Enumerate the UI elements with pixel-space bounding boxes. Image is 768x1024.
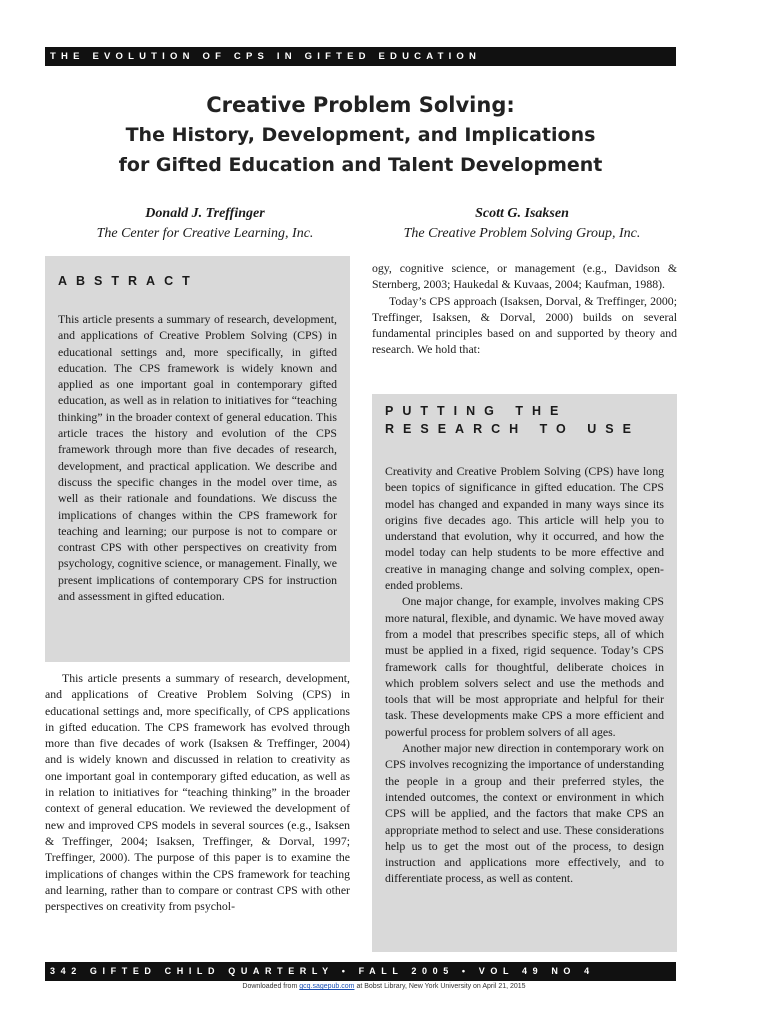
body-paragraph: Today’s CPS approach (Isaksen, Dorval, & Treffinger, 2000; Treffinger, Isaksen, & Dorval, 2000) builds on several fundamental principles based on and supported by theory and research. We hold that:: [372, 293, 677, 357]
research-paragraph: One major change, for example, involves making CPS more natural, flexible, and dynamic. We have moved away from a model that prescribes specific steps, all of which must be applied in a fixed, rigid sequence. Today’s CPS framework calls for thoughtful, deliberate choices in which problem solvers select and use the methods and tools that will be most appropriate and helpful for their task. These developments make CPS a more efficient and powerful process for problem solvers of all ages.: [385, 594, 664, 739]
author-2: [372, 204, 672, 244]
author-affiliation: The Center for Creative Learning, Inc.: [96, 226, 314, 241]
abstract-box: [45, 256, 350, 662]
download-note-suffix: at Bobst Library, New York University on April 21, 2015: [354, 983, 526, 990]
download-note: [0, 983, 768, 990]
running-header: THE EVOLUTION OF CPS IN GIFTED EDUCATION: [45, 47, 676, 66]
research-to-use-box: [372, 394, 677, 952]
title-subtitle-line-2: for Gifted Education and Talent Development: [118, 154, 603, 176]
author-affiliation: The Creative Problem Solving Group, Inc.: [403, 226, 641, 241]
research-heading-line-1: PUTTING THE: [385, 404, 568, 418]
author-name: Scott G. Isaksen: [475, 206, 569, 221]
research-paragraph: Another major new direction in contemporary work on CPS involves recognizing the importance of understanding the people in a group and their preferred styles, the intended outcomes, the context or environment in which CPS will be applied, and the factors that make CPS an appropriate method to select and use. These considerations help us to get the most out of the process, to design instruction and applications more effectively, and to differentiate process, as well as content.: [385, 741, 664, 886]
body-paragraph: This article presents a summary of research, development, and applications of Creative Problem Solving (CPS) in educational settings and, more specifically, of CPS applications in gifted education. The CPS framework has evolved through more than five decades of work (Isaksen & Treffinger, 2004) and is widely known and discussed in relation to creativity as one important goal in contemporary gifted education, as well as in relation to initiatives for “teaching thinking” in the broader context of general education. We reviewed the development of new and improved CPS models in several sources (e.g., Isaksen & Treffinger, 2004; Isaksen, Treffinger, & Dorval, 1997; Treffinger, 2000). The purpose of this paper is to examine the implications of changes within the CPS framework for teaching and learning, rather than to compare or contrast CPS with other perspectives on creativity from psychol-: [45, 671, 350, 914]
body-right-column: [372, 260, 677, 358]
research-heading-line-2: RESEARCH TO USE: [385, 422, 640, 436]
author-name: Donald J. Treffinger: [145, 206, 265, 221]
research-box-heading: [385, 402, 664, 438]
title-main: Creative Problem Solving:: [206, 93, 515, 117]
research-paragraph: Creativity and Creative Problem Solving (CPS) have long been topics of significance in gifted education. The CPS model has changed and expanded in many ways since its origins five decades ago. This article will help you to understand that evolution, why it occurred, and how the model today can help students to be more effective and creative in managing change and solving complex, open-ended problems.: [385, 464, 664, 593]
footer-bar: 342 GIFTED CHILD QUARTERLY • FALL 2005 • VOL 49 NO 4: [45, 962, 676, 981]
download-note-prefix: Downloaded from: [242, 983, 300, 990]
body-left-column: [45, 670, 350, 914]
title-subtitle-line-1: The History, Development, and Implications: [125, 124, 596, 146]
author-1: [60, 204, 350, 244]
body-paragraph-continued: ogy, cognitive science, or management (e.g., Davidson & Sternberg, 2003; Haukedal & Kuvaas, 2004; Kaufman, 1988).: [372, 261, 677, 292]
article-title: [45, 90, 676, 180]
abstract-text: This article presents a summary of research, development, and applications of Creative Problem Solving (CPS) in educational settings and, more specifically, in gifted education. The CPS framework is widely known and applied as one important goal in contemporary gifted education, as well as in relation to initiatives for “teaching thinking” in the broader context of general education. This article traces the history and evolution of the CPS framework through more than five decades of research, development, and practical application. We describe and discuss the specific changes in the model over time, as well as their rationale and foundations. We discuss the implications of changes within the CPS framework for teaching and learning; our purpose is not to compare or contrast CPS with other perspectives on creativity from psychology, cognitive science, or management. Finally, we present implications of contemporary CPS for instruction and assessment in gifted education.: [58, 312, 337, 604]
source-link[interactable]: gcq.sagepub.com: [299, 983, 355, 990]
abstract-heading: ABSTRACT: [58, 274, 199, 288]
